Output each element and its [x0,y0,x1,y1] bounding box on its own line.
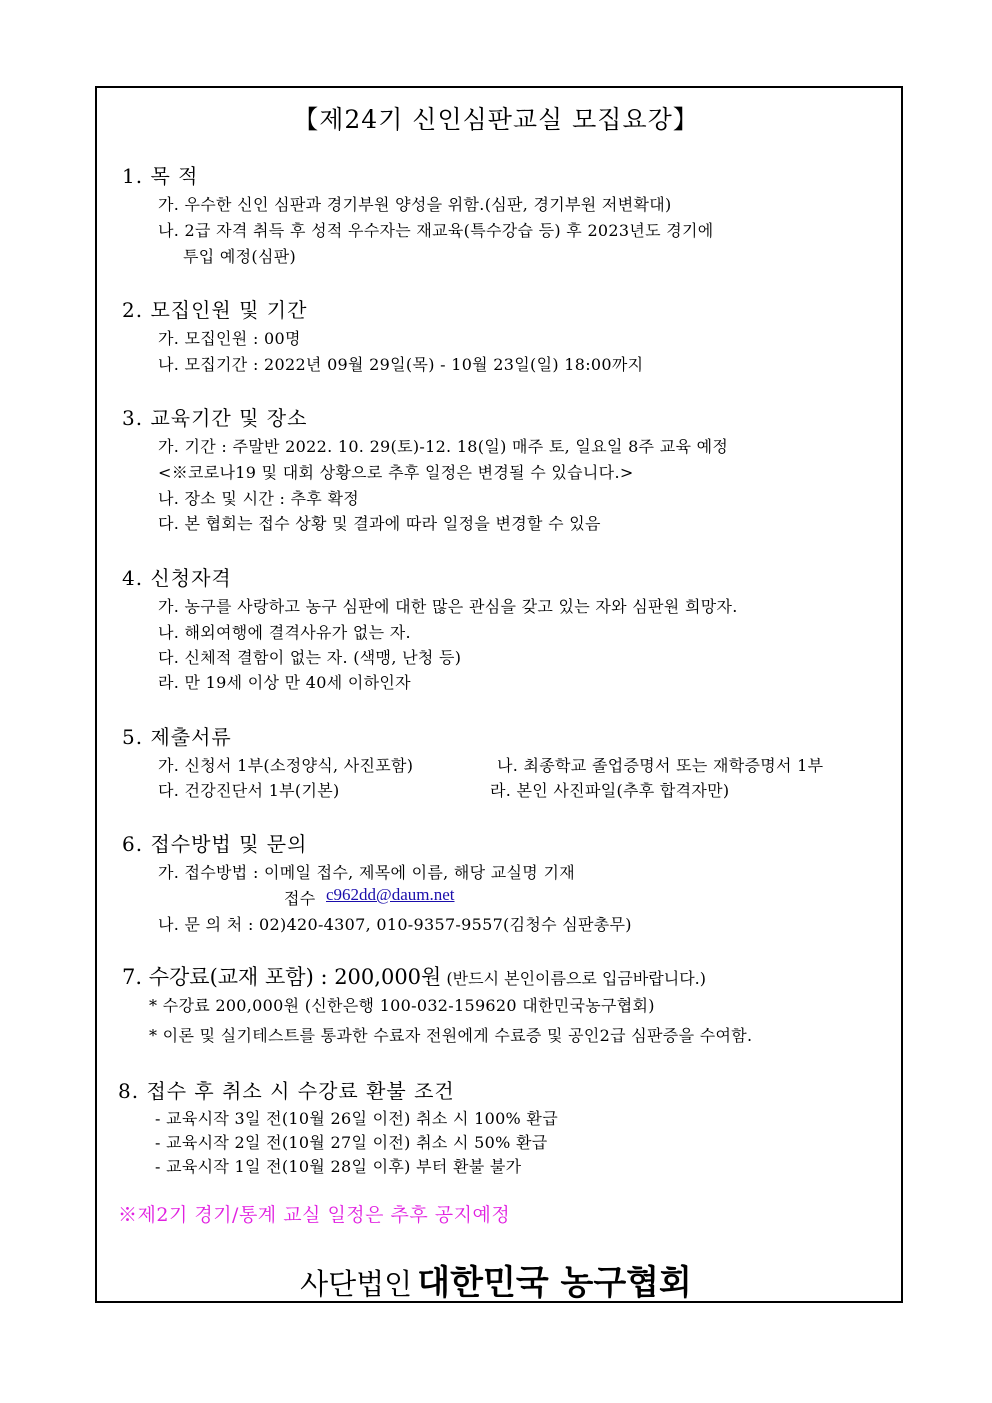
page-title: 【제24기 신인심판교실 모집요강】 [293,105,699,134]
email-link[interactable]: c962dd@daum.net [326,885,455,904]
section-3-heading: 3. 교육기간 및 장소 [122,406,308,430]
section-8-item-2: - 교육시작 2일 전(10월 27일 이전) 취소 시 50% 환급 [155,1133,548,1152]
section-6-item-a: 가. 접수방법 : 이메일 접수, 제목에 이름, 해당 교실명 기재 [158,863,575,882]
footer-org-type: 사단법인 [300,1267,413,1301]
section-2-item-a: 가. 모집인원 : 00명 [158,329,301,348]
section-5-item-b: 나. 최종학교 졸업증명서 또는 재학증명서 1부 [497,756,824,775]
section-7-heading: 7. 수강료(교재 포함) : 200,000원 [122,965,442,989]
section-5-heading: 5. 제출서류 [122,725,232,749]
section-5-item-c: 다. 건강진단서 1부(기본) [158,781,340,800]
section-4-item-a: 가. 농구를 사랑하고 농구 심판에 대한 많은 관심을 갖고 있는 자와 심판원 희망자. [158,597,738,616]
section-2-heading: 2. 모집인원 및 기간 [122,298,308,322]
section-7-heading-note: (반드시 본인이름으로 입금바랍니다.) [446,969,707,988]
section-3-item-c: 다. 본 협회는 접수 상황 및 결과에 따라 일정을 변경할 수 있음 [158,514,601,533]
section-4-item-d: 라. 만 19세 이상 만 40세 이하인자 [158,673,411,692]
section-1-item-a: 가. 우수한 신인 심판과 경기부원 양성을 위함.(심판, 경기부원 저변확대) [158,195,672,214]
section-3-covid-note: <※코로나19 및 대회 상황으로 추후 일정은 변경될 수 있습니다.> [158,463,634,482]
section-3-item-b: 나. 장소 및 시간 : 추후 확정 [158,489,359,508]
section-1-item-b: 나. 2급 자격 취득 후 성적 우수자는 재교육(특수강습 등) 후 2023년도 경기에 [158,221,714,240]
section-4-item-c: 다. 신체적 결함이 없는 자. (색맹, 난청 등) [158,648,462,667]
footer-org-name: 대한민국 농구협회 [417,1263,692,1303]
section-4-item-b: 나. 해외여행에 결격사유가 없는 자. [158,623,411,642]
section-1-heading: 1. 목 적 [122,164,199,188]
section-7-certificate: * 이론 및 실기테스트를 통과한 수료자 전원에게 수료증 및 공인2급 심판증을 수여함. [149,1026,753,1045]
section-5-item-a: 가. 신청서 1부(소정양식, 사진포함) [158,756,414,775]
section-6-email-label: 접수 [284,889,316,908]
section-4-heading: 4. 신청자격 [122,566,232,590]
section-7-heading-row [122,961,706,991]
section-7-fee-account: * 수강료 200,000원 (신한은행 100-032-159620 대한민국농구협회) [149,996,655,1015]
section-8-heading: 8. 접수 후 취소 시 수강료 환불 조건 [118,1079,455,1103]
section-2-item-b: 나. 모집기간 : 2022년 09월 29일(목) - 10월 23일(일) 18:00까지 [158,355,644,374]
section-8-item-3: - 교육시작 1일 전(10월 28일 이후) 부터 환불 불가 [155,1157,522,1176]
section-6-item-b: 나. 문 의 처 : 02)420-4307, 010-9357-9557(김청수 심판총무) [158,915,632,934]
section-6-heading: 6. 접수방법 및 문의 [122,832,308,856]
section-8-item-1: - 교육시작 3일 전(10월 26일 이전) 취소 시 100% 환급 [155,1109,558,1128]
section-1-item-b-cont: 투입 예정(심판) [183,247,297,266]
notice-text: ※제2기 경기/통계 교실 일정은 추후 공지예정 [118,1204,511,1226]
section-3-item-a: 가. 기간 : 주말반 2022. 10. 29(토)-12. 18(일) 매주 토, 일요일 8주 교육 예정 [158,437,729,456]
section-5-item-d: 라. 본인 사진파일(추후 합격자만) [490,781,730,800]
footer-organization [0,1255,992,1304]
